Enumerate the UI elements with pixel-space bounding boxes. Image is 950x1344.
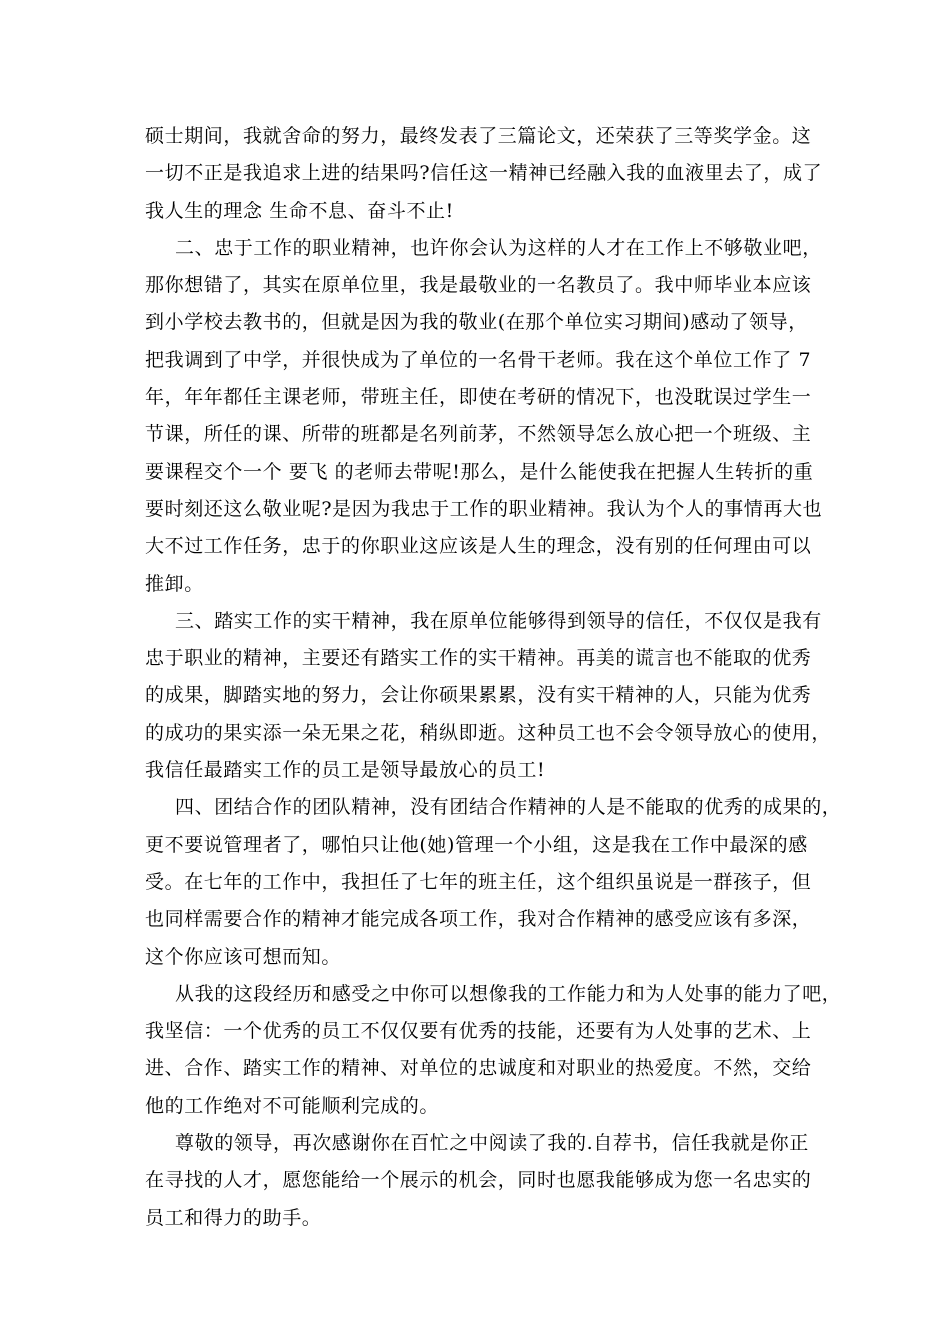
text-line: 从我的这段经历和感受之中你可以想像我的工作能力和为人处事的能力了吧，: [175, 982, 842, 1005]
paragraph-continuation: [145, 118, 825, 230]
text-line: 把我调到了中学，并很快成为了单位的一名骨干老师。我在这个单位工作了 7: [145, 348, 812, 371]
text-line: 我信任最踏实工作的员工是领导最放心的员工!: [145, 759, 546, 782]
text-line: 二、忠于工作的职业精神，也许你会认为这样的人才在工作上不够敬业吧，: [175, 236, 822, 259]
text-line: 在寻找的人才，愿您能给一个展示的机会，同时也愿我能够成为您一名忠实的: [145, 1169, 812, 1192]
text-line: 也同样需要合作的精神才能完成各项工作，我对合作精神的感受应该有多深，: [145, 908, 812, 931]
paragraph-summary: [145, 976, 842, 1125]
text-line: 的成功的果实添一朵无果之花，稍纵即逝。这种员工也不会令领导放心的使用，: [145, 721, 832, 744]
text-line: 年，年年都任主课老师，带班主任，即使在考研的情况下，也没耽误过学生一: [145, 386, 812, 409]
text-line: 员工和得力的助手。: [145, 1206, 322, 1229]
text-line: 到小学校去教书的，但就是因为我的敬业(在那个单位实习期间)感动了领导，: [145, 311, 808, 334]
text-line: 进、合作、踏实工作的精神、对单位的忠诚度和对职业的热爱度。不然，交给: [145, 1057, 812, 1080]
text-line: 受。在七年的工作中，我担任了七年的班主任，这个组织虽说是一群孩子，但: [145, 870, 812, 893]
text-line: 那你想错了，其实在原单位里，我是最敬业的一名教员了。我中师毕业本应该: [145, 274, 812, 297]
text-line: 忠于职业的精神，主要还有踏实工作的实干精神。再美的谎言也不能取的优秀: [145, 647, 812, 670]
text-line: 大不过工作任务，忠于的你职业这应该是人生的理念，没有别的任何理由可以: [145, 535, 812, 558]
text-line: 四、团结合作的团队精神，没有团结合作精神的人是不能取的优秀的成果的，: [175, 796, 842, 819]
text-line: 要时刻还这么敬业呢?是因为我忠于工作的职业精神。我认为个人的事情再大也: [145, 497, 823, 520]
paragraph-section-three: [145, 603, 832, 789]
text-line: 我人生的理念 生命不息、奋斗不止!: [145, 199, 454, 222]
text-line: 更不要说管理者了，哪怕只让他(她)管理一个小组，这是我在工作中最深的感: [145, 833, 808, 856]
paragraph-section-four: [145, 789, 842, 975]
document-body: [145, 118, 842, 1237]
text-line: 节课，所任的课、所带的班都是名列前茅，不然领导怎么放心把一个班级、主: [145, 423, 812, 446]
text-line: 推卸。: [145, 572, 204, 595]
text-line: 的成果，脚踏实地的努力，会让你硕果累累，没有实干精神的人，只能为优秀: [145, 684, 812, 707]
paragraph-closing: [145, 1125, 825, 1237]
text-line: 我坚信：一个优秀的员工不仅仅要有优秀的技能，还要有为人处事的艺术、上: [145, 1020, 812, 1043]
text-line: 要课程交个一个 要飞 的老师去带呢!那么，是什么能使我在把握人生转折的重: [145, 460, 814, 483]
paragraph-section-two: [145, 230, 825, 603]
text-line: 尊敬的领导，再次感谢你在百忙之中阅读了我的.自荐书，信任我就是你正: [175, 1132, 809, 1155]
text-line: 这个你应该可想而知。: [145, 945, 342, 968]
text-line: 他的工作绝对不可能顺利完成的。: [145, 1094, 440, 1117]
text-line: 硕士期间，我就舍命的努力，最终发表了三篇论文，还荣获了三等奖学金。这: [145, 125, 812, 147]
text-line: 一切不正是我追求上进的结果吗?信任这一精神已经融入我的血液里去了，成了: [145, 162, 823, 185]
text-line: 三、踏实工作的实干精神，我在原单位能够得到领导的信任，不仅仅是我有: [175, 609, 822, 632]
